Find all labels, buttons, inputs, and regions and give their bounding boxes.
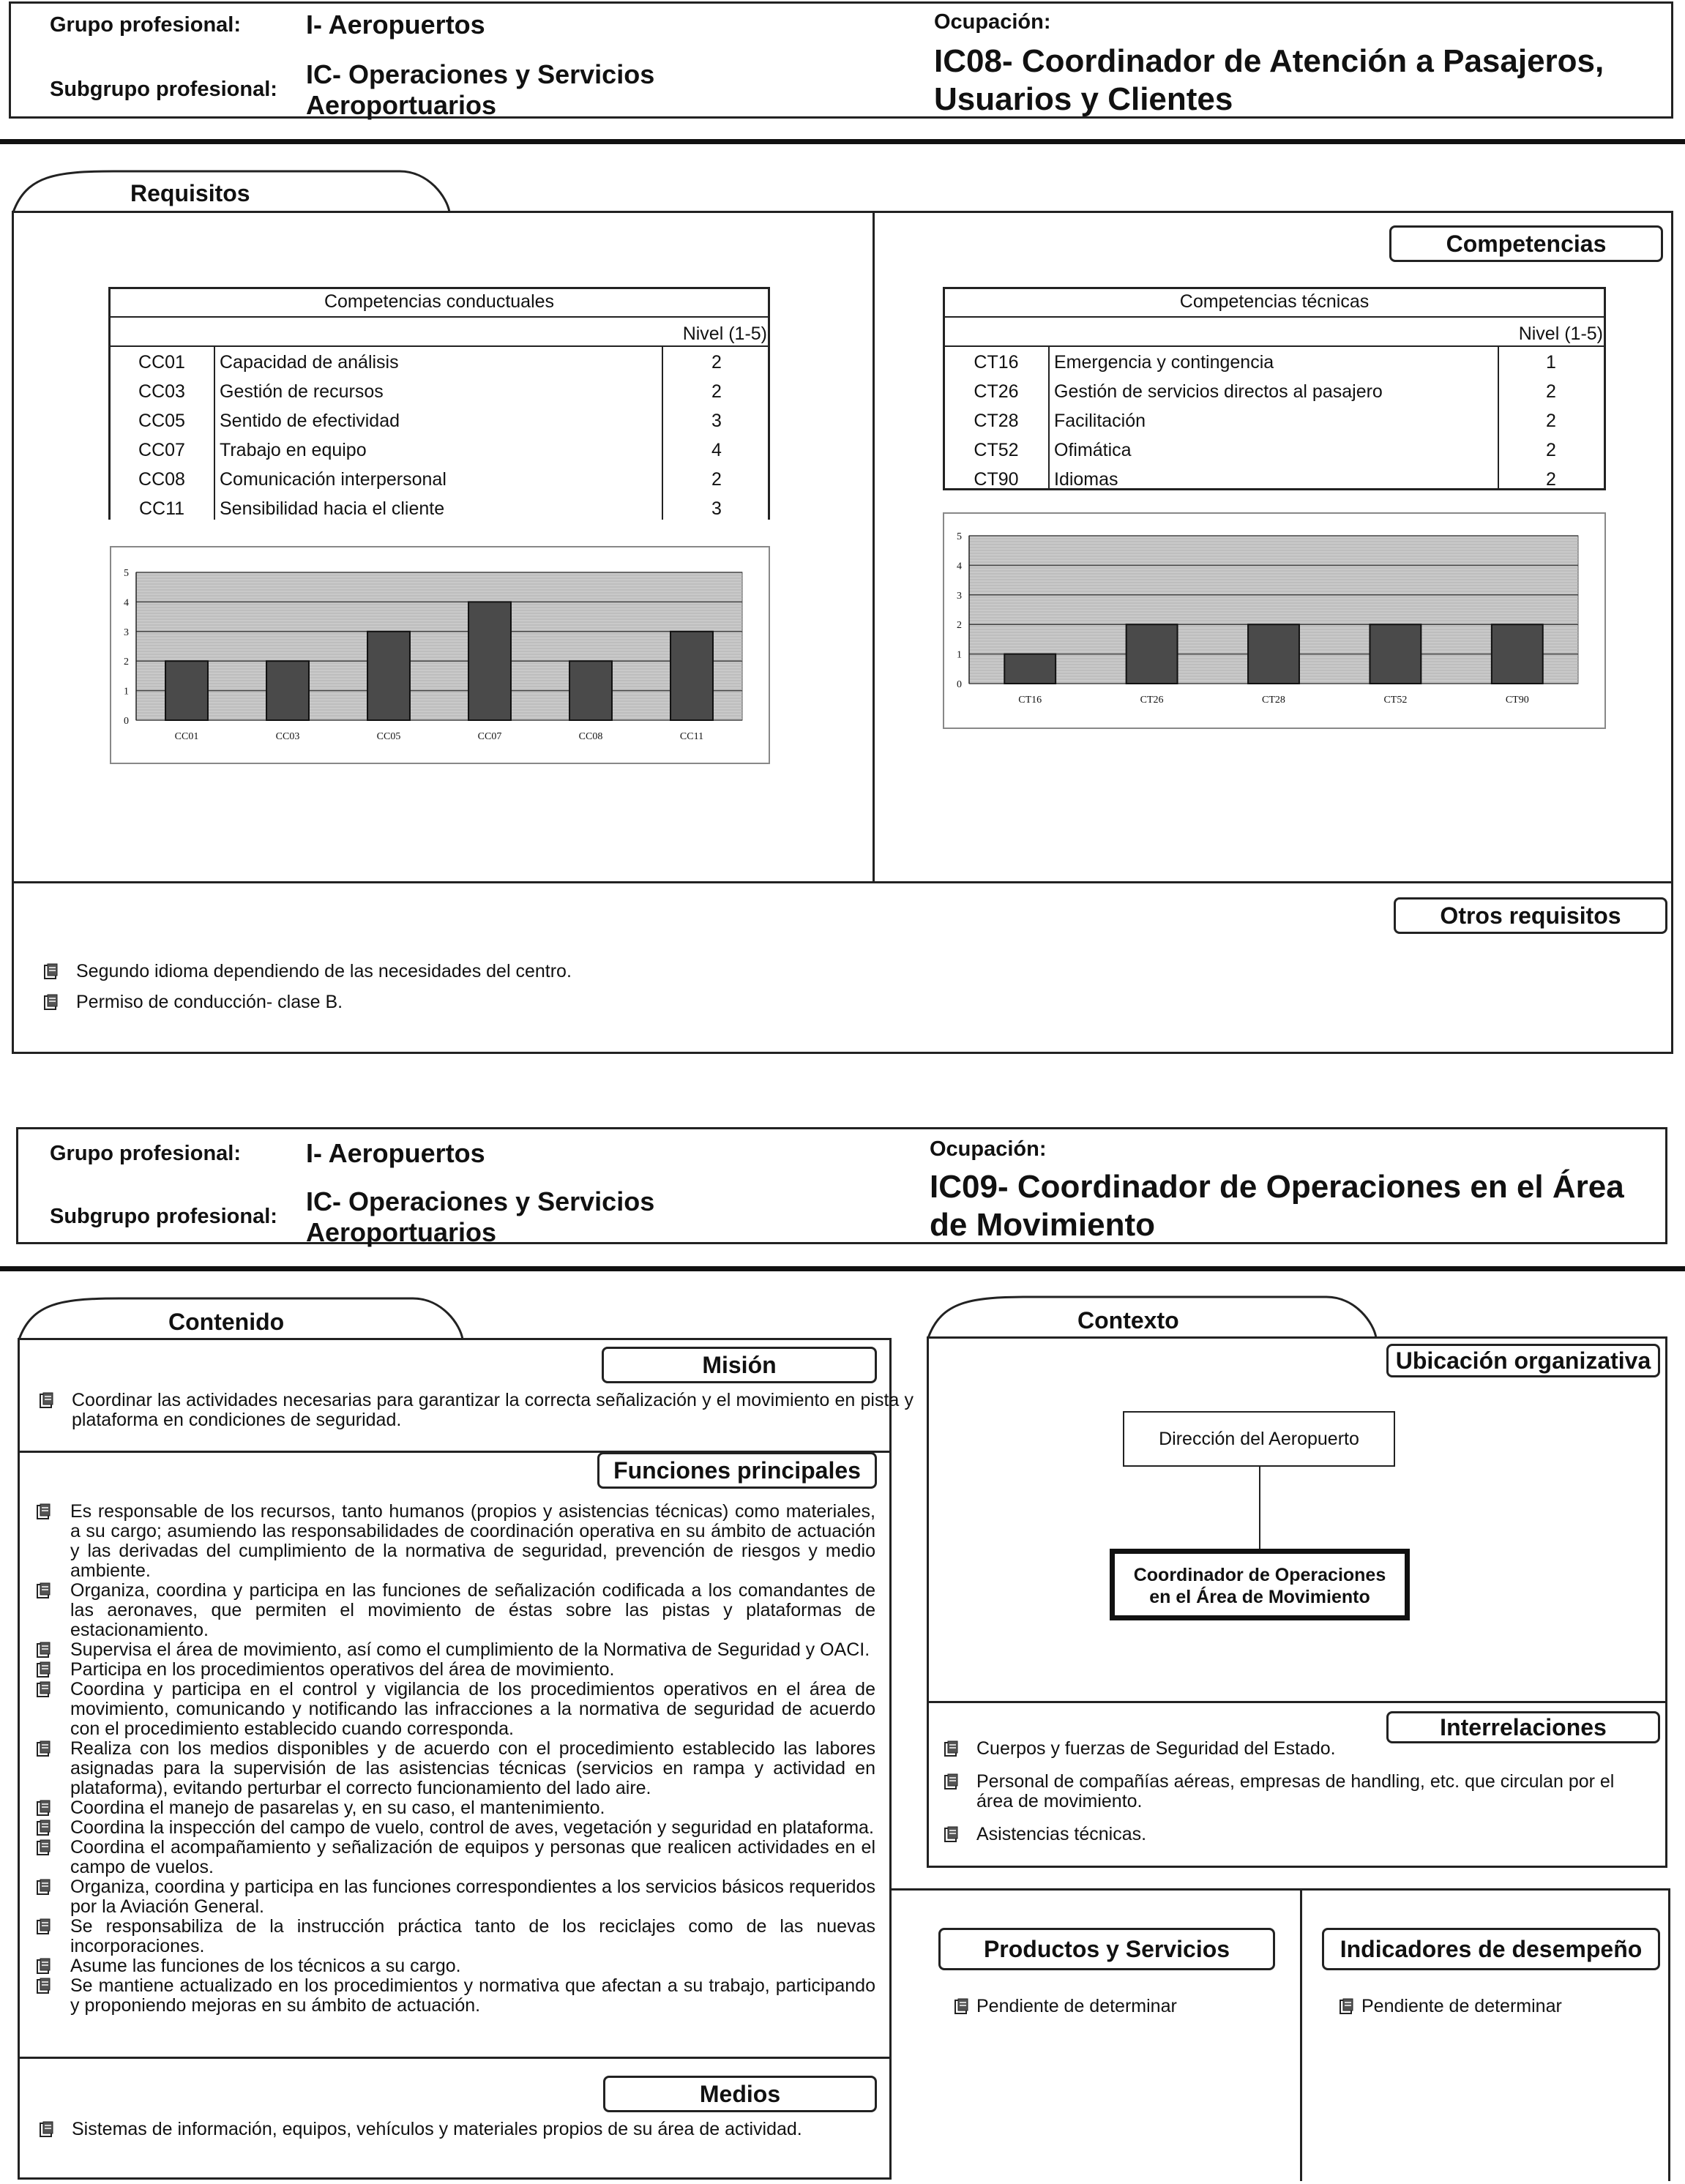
- ic09-ocupacion-value-1: IC09- Coordinador de Operaciones en el Área: [930, 1169, 1624, 1205]
- funcion-text: Organiza, coordina y participa en las funciones de señalización codificada a los comandantes de las aeronaves, que permiten el movimiento de éstas sobre las pistas y plataformas de estacionamiento.: [70, 1580, 875, 1640]
- tecnicas-nivel-header: Nivel (1-5): [1518, 324, 1603, 344]
- chart-x-tick-label: CC11: [679, 731, 704, 742]
- bullet-icon: [37, 1642, 51, 1658]
- cc-code: CC08: [138, 469, 185, 490]
- ct-name: Emergencia y contingencia: [1054, 352, 1274, 373]
- conductuales-nivel-header: Nivel (1-5): [682, 324, 767, 344]
- chart-x-tick-label: CT52: [1383, 695, 1408, 706]
- chart-bar: [1370, 624, 1421, 684]
- funciones-pill: Funciones principales: [597, 1452, 877, 1489]
- ic08-grupo-value: I- Aeropuertos: [306, 10, 485, 40]
- bullet-icon: [944, 1773, 959, 1790]
- funcion-item: [12, 1502, 875, 1581]
- mision-text: Coordinar las actividades necesarias para garantizar la correcta señalización y el movimiento en pista y plataforma en condiciones de seguridad.: [72, 1390, 914, 1430]
- bullet-icon: [44, 994, 59, 1010]
- funcion-text: Coordina el manejo de pasarelas y, en su caso, el mantenimiento.: [70, 1798, 605, 1818]
- chart-y-tick-label: 1: [124, 686, 129, 698]
- funcion-text: Asume las funciones de los técnicos a su cargo.: [70, 1956, 461, 1976]
- bottom-right-top-border: [892, 1888, 1670, 1891]
- interrelaciones-pill: Interrelaciones: [1386, 1711, 1660, 1743]
- bullet-icon: [954, 1998, 969, 2014]
- funcion-item: [12, 1739, 875, 1798]
- chart-x-tick-label: CT16: [1018, 695, 1042, 706]
- interrelacion-item: [925, 1825, 1650, 1844]
- ct-name: Gestión de servicios directos al pasajero: [1054, 381, 1383, 402]
- cc-level: 3: [711, 498, 722, 519]
- chart-y-tick-label: 1: [957, 649, 962, 661]
- bullet-icon: [37, 1839, 51, 1855]
- ic09-subgrupo-value-1: IC- Operaciones y Servicios: [306, 1186, 655, 1216]
- chart-x-tick-label: CT26: [1140, 695, 1164, 706]
- cc-level: 2: [711, 469, 722, 490]
- cc-name: Capacidad de análisis: [220, 352, 399, 373]
- chart-bar: [569, 661, 612, 720]
- ic08-subgrupo-label: Subgrupo profesional:: [50, 78, 277, 101]
- funcion-item: [12, 1956, 875, 1976]
- interrelacion-text: Asistencias técnicas.: [976, 1824, 1147, 1844]
- otros-requisitos-pill: Otros requisitos: [1394, 897, 1667, 934]
- mision-text-item: [22, 1391, 914, 1430]
- cc-level: 3: [711, 411, 722, 431]
- cc-level: 4: [711, 440, 722, 460]
- chart-bar: [670, 632, 713, 720]
- ic08-subgrupo-value-2: Aeroportuarios: [306, 90, 497, 120]
- chart-bar: [468, 602, 511, 720]
- otros-item-1: [44, 962, 922, 981]
- funcion-item: [12, 1818, 875, 1838]
- bullet-icon: [37, 1503, 51, 1519]
- cc-name: Trabajo en equipo: [220, 440, 367, 460]
- productos-item: [954, 1997, 1277, 2016]
- funciones-list: [12, 1502, 875, 2016]
- chart-bar: [1127, 624, 1178, 684]
- chart-y-tick-label: 3: [957, 590, 962, 602]
- ic09-divider-rule: [0, 1266, 1685, 1271]
- ct-code: CT26: [974, 381, 1019, 402]
- tecnicas-chart: [943, 512, 1606, 729]
- ct-level: 1: [1546, 352, 1556, 373]
- bullet-icon: [37, 1661, 51, 1678]
- bullet-icon: [37, 1800, 51, 1816]
- mision-pill: Misión: [602, 1347, 877, 1383]
- interrelacion-item: [925, 1739, 1650, 1759]
- bullet-icon: [37, 1740, 51, 1757]
- cc-code: CC01: [138, 352, 185, 373]
- funcion-item: [12, 1581, 875, 1640]
- funcion-text: Participa en los procedimientos operativos del área de movimiento.: [70, 1659, 615, 1680]
- chart-y-tick-label: 3: [124, 627, 129, 638]
- chart-x-tick-label: CC01: [174, 731, 199, 742]
- ic08-subgrupo-value-1: IC- Operaciones y Servicios: [306, 59, 655, 89]
- interrelacion-item: [925, 1772, 1650, 1811]
- requisitos-horizontal-divider: [12, 881, 1673, 883]
- bullet-icon: [944, 1740, 959, 1757]
- ct-level: 2: [1546, 381, 1556, 402]
- ic09-grupo-value: I- Aeropuertos: [306, 1138, 485, 1168]
- funcion-text: Supervisa el área de movimiento, así como el cumplimiento de la Normativa de Seguridad y OACI.: [70, 1639, 870, 1660]
- interrelacion-text: Personal de compañías aéreas, empresas de handling, etc. que circulan por el área de movimiento.: [976, 1771, 1615, 1811]
- requisitos-title: Requisitos: [130, 180, 250, 206]
- chart-y-tick-label: 5: [957, 531, 962, 542]
- funcion-item: [12, 1917, 875, 1956]
- bottom-right-divider: [1300, 1888, 1302, 2181]
- ic08-ocupacion-label: Ocupación:: [934, 10, 1051, 34]
- funcion-text: Coordina el acompañamiento y señalización de equipos y personas que realicen actividades en el campo de vuelos.: [70, 1837, 875, 1877]
- cc-code: CC11: [138, 498, 185, 519]
- medios-text-item: [22, 2120, 914, 2139]
- funcion-item: [12, 1798, 875, 1818]
- funcion-item: [12, 1660, 875, 1680]
- bullet-icon: [944, 1826, 959, 1842]
- cc-name: Gestión de recursos: [220, 381, 384, 402]
- ic09-subgrupo-value-2: Aeroportuarios: [306, 1217, 497, 1247]
- ic09-ocupacion-label: Ocupación:: [930, 1137, 1047, 1161]
- bullet-icon: [37, 1918, 51, 1934]
- contexto-title: Contexto: [1077, 1307, 1179, 1334]
- funcion-text: Se mantiene actualizado en los procedimientos y normativa que afectan a su trabajo, participando y proponiendo mejoras en su ámbito de actuación.: [70, 1975, 875, 2016]
- chart-y-tick-label: 2: [957, 620, 962, 632]
- chart-bar: [367, 632, 410, 720]
- ct-level: 2: [1546, 469, 1556, 490]
- interrelacion-text: Cuerpos y fuerzas de Seguridad del Estado.: [976, 1738, 1336, 1759]
- bullet-icon: [44, 963, 59, 979]
- productos-text: Pendiente de determinar: [976, 1996, 1177, 2016]
- cc-level: 2: [711, 381, 722, 402]
- ubicacion-pill: Ubicación organizativa: [1386, 1344, 1660, 1377]
- ct-code: CT16: [974, 352, 1019, 373]
- otros-item-2: [44, 992, 922, 1012]
- ct-level: 2: [1546, 411, 1556, 431]
- funcion-text: Coordina y participa en el control y vigilancia de los procedimientos operativos en el área de movimiento, comunicando y notificando las infracciones a la normativa de seguridad de acuerdo con el procedimiento establecido cuando corresponda.: [70, 1679, 875, 1739]
- medios-pill: Medios: [603, 2076, 877, 2112]
- chart-x-tick-label: CC08: [578, 731, 603, 742]
- org-top-text: Dirección del Aeropuerto: [1159, 1429, 1359, 1449]
- chart-x-tick-label: CC07: [477, 731, 502, 742]
- conductuales-title: Competencias conductuales: [324, 291, 555, 312]
- chart-bar: [165, 661, 208, 720]
- ct-code: CT28: [974, 411, 1019, 431]
- ct-code: CT90: [974, 469, 1019, 490]
- chart-y-tick-label: 5: [124, 568, 129, 579]
- funcion-item: [12, 1640, 875, 1660]
- contenido-title: Contenido: [168, 1309, 285, 1335]
- bullet-icon: [1340, 1998, 1354, 2014]
- medios-text: Sistemas de información, equipos, vehículos y materiales propios de su área de actividad.: [72, 2119, 802, 2139]
- chart-y-tick-label: 4: [124, 597, 129, 609]
- chart-y-tick-label: 0: [124, 716, 129, 727]
- competencias-pill: Competencias: [1389, 225, 1663, 262]
- org-bottom-text-1: Coordinador de Operaciones: [1133, 1565, 1386, 1585]
- org-top-box: [1123, 1411, 1395, 1467]
- otros-item-1-text: Segundo idioma dependiendo de las necesidades del centro.: [76, 961, 572, 981]
- chart-bar: [1004, 654, 1056, 684]
- org-bottom-box: [1110, 1549, 1410, 1620]
- tecnicas-title: Competencias técnicas: [1179, 291, 1370, 312]
- cc-code: CC07: [138, 440, 185, 460]
- funcion-text: Coordina la inspección del campo de vuelo, control de aves, vegetación y seguridad en plataforma.: [70, 1817, 874, 1838]
- chart-x-tick-label: CC03: [275, 731, 300, 742]
- ct-name: Ofimática: [1054, 440, 1132, 460]
- funcion-text: Es responsable de los recursos, tanto humanos (propios y asistencias técnicas) como materiales, a su cargo; asumiendo las responsabilidades de coordinación operativa en su ámbito de actuación y las derivadas del cumplimiento de la normativa de seguridad, prevención de riesgos y medio ambiente.: [70, 1501, 875, 1581]
- bottom-right-right-border: [1668, 1888, 1670, 2181]
- ic09-grupo-label: Grupo profesional:: [50, 1142, 241, 1165]
- indicadores-pill: Indicadores de desempeño: [1322, 1928, 1660, 1970]
- chart-x-tick-label: CT28: [1262, 695, 1285, 706]
- funcion-item: [12, 1877, 875, 1917]
- chart-y-tick-label: 4: [957, 561, 962, 572]
- ic08-ocupacion-value-2: Usuarios y Clientes: [934, 81, 1233, 117]
- ic08-ocupacion-value-1: IC08- Coordinador de Atención a Pasajeros,: [934, 43, 1604, 79]
- cc-code: CC05: [138, 411, 185, 431]
- otros-item-2-text: Permiso de conducción- clase B.: [76, 992, 343, 1012]
- ct-code: CT52: [974, 440, 1019, 460]
- org-connector: [1259, 1467, 1260, 1549]
- funcion-text: Organiza, coordina y participa en las funciones correspondientes a los servicios básicos requeridos por la Aviación General.: [70, 1877, 875, 1917]
- bullet-icon: [40, 2121, 54, 2137]
- chart-bar: [1248, 624, 1299, 684]
- ct-level: 2: [1546, 440, 1556, 460]
- chart-y-tick-label: 2: [124, 657, 129, 668]
- cc-name: Sentido de efectividad: [220, 411, 400, 431]
- cc-name: Sensibilidad hacia el cliente: [220, 498, 445, 519]
- requisitos-vertical-divider: [873, 211, 875, 883]
- ic09-ocupacion-value-2: de Movimiento: [930, 1207, 1156, 1243]
- funcion-item: [12, 1838, 875, 1877]
- bullet-icon: [40, 1392, 54, 1408]
- chart-bar: [1492, 624, 1543, 684]
- bullet-icon: [37, 1958, 51, 1974]
- funcion-item: [12, 1976, 875, 2016]
- interrelaciones-list: [925, 1739, 1650, 1858]
- funcion-text: Se responsabiliza de la instrucción práctica tanto de los reciclajes como de las nuevas incorporaciones.: [70, 1916, 875, 1956]
- cc-level: 2: [711, 352, 722, 373]
- ct-name: Facilitación: [1054, 411, 1146, 431]
- cc-name: Comunicación interpersonal: [220, 469, 447, 490]
- funcion-item: [12, 1680, 875, 1739]
- bullet-icon: [37, 1820, 51, 1836]
- funcion-text: Realiza con los medios disponibles y de acuerdo con el procedimiento establecido las labores asignadas para la supervisión de las asistencias técnicas (servicios en rampa y actividad en plataforma), evitando perturbar el correcto funcionamiento del lado aire.: [70, 1738, 875, 1798]
- ct-name: Idiomas: [1054, 469, 1118, 490]
- bullet-icon: [37, 1978, 51, 1994]
- productos-pill: Productos y Servicios: [938, 1928, 1275, 1970]
- ic09-subgrupo-label: Subgrupo profesional:: [50, 1205, 277, 1228]
- conductuales-chart: [110, 546, 770, 764]
- bullet-icon: [37, 1582, 51, 1598]
- chart-x-tick-label: CC05: [376, 731, 401, 742]
- indicadores-text: Pendiente de determinar: [1361, 1996, 1562, 2016]
- indicadores-item: [1340, 1997, 1647, 2016]
- ic08-grupo-label: Grupo profesional:: [50, 13, 241, 37]
- chart-y-tick-label: 0: [957, 679, 962, 690]
- ic08-divider-rule: [0, 139, 1685, 144]
- bullet-icon: [37, 1681, 51, 1697]
- org-bottom-text-2: en el Área de Movimiento: [1149, 1587, 1370, 1607]
- cc-code: CC03: [138, 381, 185, 402]
- bullet-icon: [37, 1879, 51, 1895]
- chart-bar: [266, 661, 309, 720]
- chart-x-tick-label: CT90: [1505, 695, 1529, 706]
